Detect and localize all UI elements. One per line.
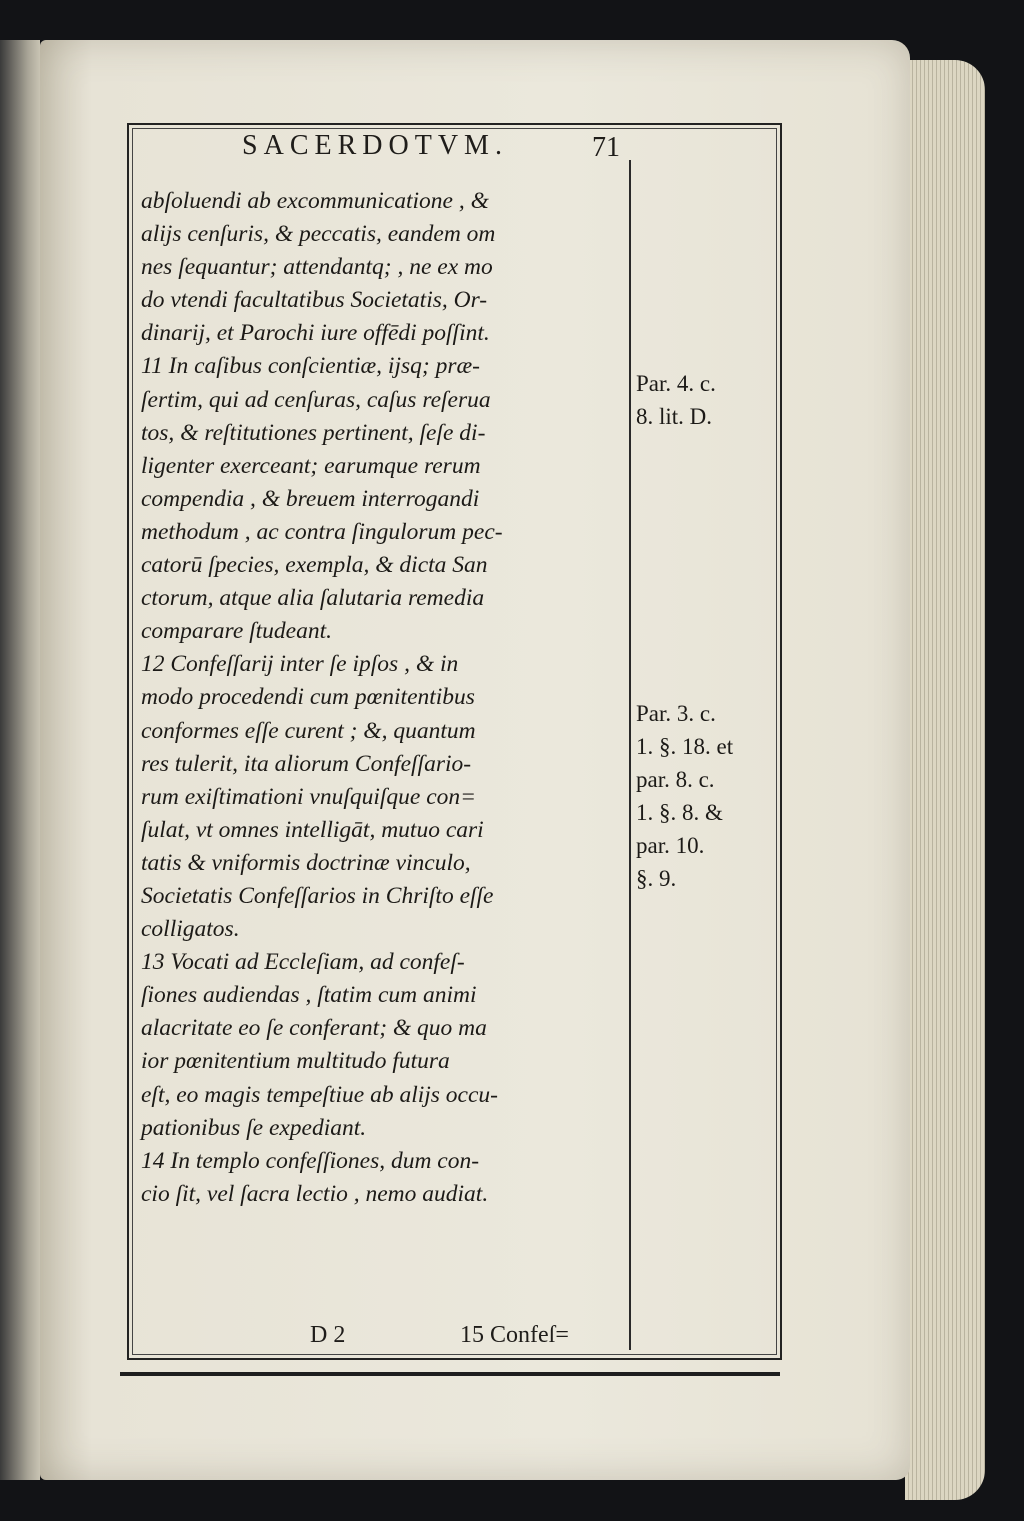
text-line: modo procedendi cum pœnitentibus xyxy=(141,684,475,711)
margin-note-line: 1. §. 8. & xyxy=(636,800,723,825)
text-line: Societatis Confeſſarios in Chriſto eſſe xyxy=(141,882,494,909)
facing-page-edge xyxy=(0,40,40,1480)
margin-note-reference-1 xyxy=(636,367,776,433)
margin-note-line: 8. lit. D. xyxy=(636,404,713,429)
margin-note-line: 1. §. 18. et xyxy=(636,734,734,759)
margin-note-line: §. 9. xyxy=(636,866,677,891)
text-line: res tulerit, ita aliorum Confeſſario- xyxy=(141,750,472,777)
catchword: 15 Confeſ= xyxy=(460,1322,569,1348)
text-line: ctorum, atque alia ſalutaria remedia xyxy=(141,585,485,612)
text-line: ſiones audiendas , ſtatim cum animi xyxy=(141,982,477,1009)
text-line: 11 In caſibus conſcientiæ, ijsq; præ- xyxy=(141,353,480,380)
margin-note-line: Par. 3. c. xyxy=(636,701,716,726)
body-text xyxy=(141,185,627,1211)
page-number: 71 xyxy=(592,132,620,163)
text-line: ior pœnitentium multitudo futura xyxy=(141,1048,450,1075)
margin-note-line: par. 8. c. xyxy=(636,767,715,792)
running-head: SACERDOTVM. xyxy=(242,130,508,161)
text-line: ſulat, vt omnes intelligāt, mutuo cari xyxy=(141,816,484,843)
text-line: comparare ſtudeant. xyxy=(141,618,333,645)
page-fore-edge xyxy=(905,60,985,1500)
text-line: ligenter exerceant; earumque rerum xyxy=(141,452,481,479)
text-line: eſt, eo magis tempeſtiue ab alijs occu- xyxy=(141,1081,498,1108)
text-line: cio ſit, vel ſacra lectio , nemo audiat. xyxy=(141,1180,489,1207)
text-line: colligatos. xyxy=(141,916,240,943)
text-line: ſertim, qui ad cenſuras, caſus reſerua xyxy=(141,386,491,413)
text-line: 14 In templo confeſſiones, dum con- xyxy=(141,1147,480,1174)
text-line: alijs cenſuris, & peccatis, eandem om xyxy=(141,221,496,248)
text-line: rum exiſtimationi vnuſquiſque con= xyxy=(141,783,477,810)
text-line: nes ſequantur; attendantq; , ne ex mo xyxy=(141,254,493,281)
margin-divider xyxy=(629,160,631,1350)
text-line: alacritate eo ſe conferant; & quo ma xyxy=(141,1015,487,1042)
text-line: compendia , & breuem interrogandi xyxy=(141,485,480,512)
bottom-rule xyxy=(120,1372,780,1376)
text-line: tos, & reſtitutiones pertinent, ſeſe di- xyxy=(141,419,486,446)
text-line: pationibus ſe expediant. xyxy=(141,1114,367,1141)
margin-note-line: par. 10. xyxy=(636,833,705,858)
text-line: 13 Vocati ad Eccleſiam, ad confeſ- xyxy=(141,949,465,976)
signature-mark: D 2 xyxy=(310,1322,346,1348)
margin-note-reference-2 xyxy=(636,697,776,895)
text-line: do vtendi facultatibus Societatis, Or- xyxy=(141,287,488,314)
text-line: catorū ſpecies, exempla, & dicta San xyxy=(141,552,488,579)
text-line: conformes eſſe curent ; &, quantum xyxy=(141,717,476,744)
text-line: abſoluendi ab excommunicatione , & xyxy=(141,188,489,214)
text-line: tatis & vniformis doctrinæ vinculo, xyxy=(141,849,471,876)
text-line: methodum , ac contra ſingulorum pec- xyxy=(141,518,503,545)
text-line: dinarij, et Parochi iure offēdi poſſint. xyxy=(141,320,490,347)
margin-note-line: Par. 4. c. xyxy=(636,371,716,396)
text-line: 12 Confeſſarij inter ſe ipſos , & in xyxy=(141,651,459,678)
